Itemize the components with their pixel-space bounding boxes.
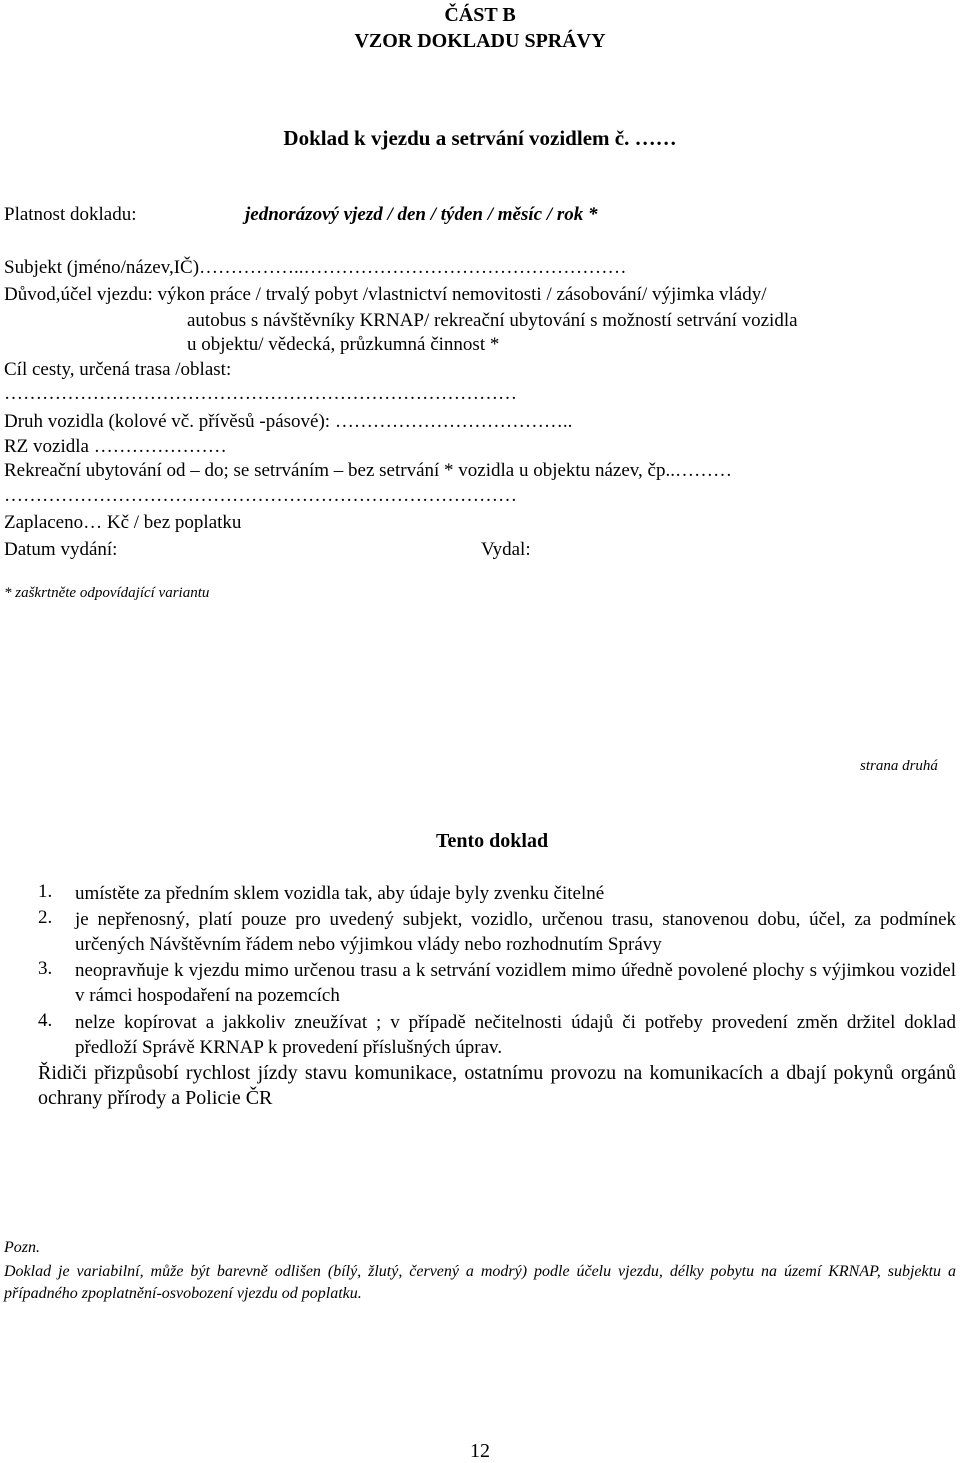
recreation-line: Rekreační ubytování od – do; se setrváním – bez setrvání * vozidla u objektu název, čp..……… (4, 460, 732, 481)
list-item-number: 2. (38, 907, 53, 928)
list-item-text: je nepřenosný, platí pouze pro uvedený subjekt, vozidlo, určenou trasu, stanovenou dobu, účel, za podmínek určených Návštěvním řádem nebo výjimkou vlády nebo rozhodnutím Správy (75, 909, 956, 955)
registration-line: RZ vozidla ………………… (4, 436, 227, 457)
note-label: Pozn. (4, 1239, 40, 1256)
purpose-line-3: u objektu/ vědecká, průzkumná činnost * (187, 334, 500, 355)
purpose-line-2: autobus s návštěvníky KRNAP/ rekreační ubytování s možností setrvání vozidla (187, 310, 798, 331)
vehicle-type-line: Druh vozidla (kolové vč. přívěsů -pásové): ……………………………….. (4, 411, 573, 432)
list-item-number: 3. (38, 958, 53, 979)
back-heading: Tento doklad (436, 830, 549, 852)
page-number: 12 (470, 1440, 490, 1462)
note-text: Doklad je variabilní, může být barevně odlišen (bílý, žlutý, červený a modrý) podle účelu vjezdu, délky pobytu na území KRNAP, subjektu a případného zpoplatnění-osvobození vjezdu od poplatku. (4, 1263, 956, 1302)
page-side-label: strana druhá (860, 758, 938, 774)
validity-options: jednorázový vjezd / den / týden / měsíc / rok * (245, 204, 598, 225)
list-item-number: 1. (38, 881, 53, 902)
issue-date-label: Datum vydání: (4, 539, 118, 560)
part-heading: ČÁST B (444, 4, 516, 26)
recreation-dots: ……………………………………………………………………… (4, 485, 517, 506)
list-item-text: neopravňuje k vjezdu mimo určenou trasu a k setrvání vozidlem mimo úředně povolené plochy s výjimkou vozidel v rámci hospodaření na pozemcích (75, 960, 956, 1006)
document-subtitle: VZOR DOKLADU SPRÁVY (354, 30, 606, 52)
paid-line: Zaplaceno… Kč / bez poplatku (4, 512, 242, 533)
validity-label: Platnost dokladu: (4, 204, 137, 225)
list-item-text: umístěte za předním sklem vozidla tak, aby údaje byly zvenku čitelné (75, 883, 605, 904)
form-title: Doklad k vjezdu a setrvání vozidlem č. …… (283, 126, 677, 150)
footnote: * zaškrtněte odpovídající variantu (4, 585, 210, 601)
purpose-line-1: Důvod,účel vjezdu: výkon práce / trvalý pobyt /vlastnictví nemovitosti / zásobování/ výjimka vlády/ (4, 284, 767, 305)
list-item-number: 4. (38, 1010, 53, 1031)
issued-by-label: Vydal: (481, 539, 531, 560)
drivers-note: Řidiči přizpůsobí rychlost jízdy stavu komunikace, ostatnímu provozu na komunikacích a dbají pokynů orgánů ochrany přírody a Policie ČR (38, 1062, 956, 1109)
route-label: Cíl cesty, určená trasa /oblast: (4, 359, 232, 380)
subject-line: Subjekt (jméno/název,IČ)……………..…………………………………………… (4, 257, 627, 278)
route-dots: ……………………………………………………………………… (4, 383, 517, 404)
list-item-text: nelze kopírovat a jakkoliv zneužívat ; v případě nečitelnosti údajů či potřeby provedení změn držitel doklad předloží Správě KRNAP k provedení příslušných úprav. (75, 1012, 956, 1058)
